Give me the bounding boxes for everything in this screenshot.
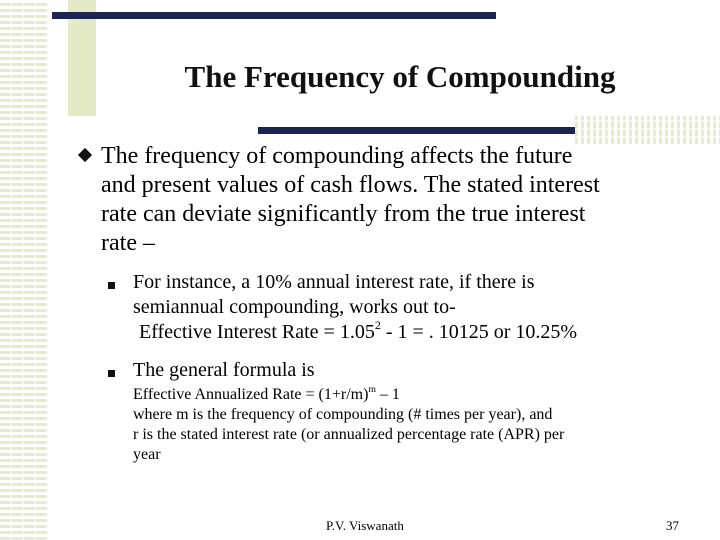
sub-bullet-formula-intro bbox=[133, 358, 693, 383]
right-decorative-stripes bbox=[575, 116, 720, 144]
left-decorative-stripes bbox=[0, 0, 48, 540]
effective-rate-line bbox=[133, 320, 693, 345]
footer-author: P.V. Viswanath bbox=[326, 518, 404, 533]
sub-bullet-line: The general formula is bbox=[133, 359, 315, 381]
main-bullet-line: The frequency of compounding affects the future bbox=[101, 143, 573, 169]
formula-explanation-line: r is the stated interest rate (or annualized percentage rate (APR) per bbox=[133, 426, 565, 443]
main-bullet-line: and present values of cash flows. The stated interest bbox=[101, 172, 600, 198]
formula-suffix: – 1 bbox=[375, 386, 400, 403]
formula-block bbox=[133, 385, 693, 465]
effective-rate-suffix: - 1 = . 10125 or 10.25% bbox=[380, 321, 578, 343]
slide-title: The Frequency of Compounding bbox=[184, 59, 616, 94]
formula-explanation-line: year bbox=[133, 446, 161, 463]
formula-prefix: Effective Annualized Rate = (1+r/m) bbox=[133, 386, 369, 403]
sub-bullet-line: For instance, a 10% annual interest rate, if there is bbox=[133, 271, 535, 293]
main-bullet-line: rate can deviate significantly from the true interest bbox=[101, 201, 586, 227]
effective-rate-prefix: Effective Interest Rate = 1.05 bbox=[139, 321, 375, 343]
square-bullet-icon bbox=[108, 282, 115, 289]
page-number: 37 bbox=[666, 518, 679, 533]
top-accent-bar bbox=[52, 12, 496, 19]
main-bullet-line: rate – bbox=[101, 230, 155, 256]
main-bullet-text bbox=[101, 142, 701, 258]
sub-bullet-example bbox=[133, 270, 693, 345]
formula-explanation-line: where m is the frequency of compounding (# times per year), and bbox=[133, 406, 553, 423]
effective-rate-exponent: 2 bbox=[374, 318, 381, 332]
sub-bullet-line: semiannual compounding, works out to- bbox=[133, 296, 456, 318]
formula-exponent: m bbox=[368, 383, 376, 395]
square-bullet-icon bbox=[108, 370, 115, 377]
formula-line bbox=[133, 385, 693, 405]
diamond-bullet-icon bbox=[78, 148, 92, 162]
